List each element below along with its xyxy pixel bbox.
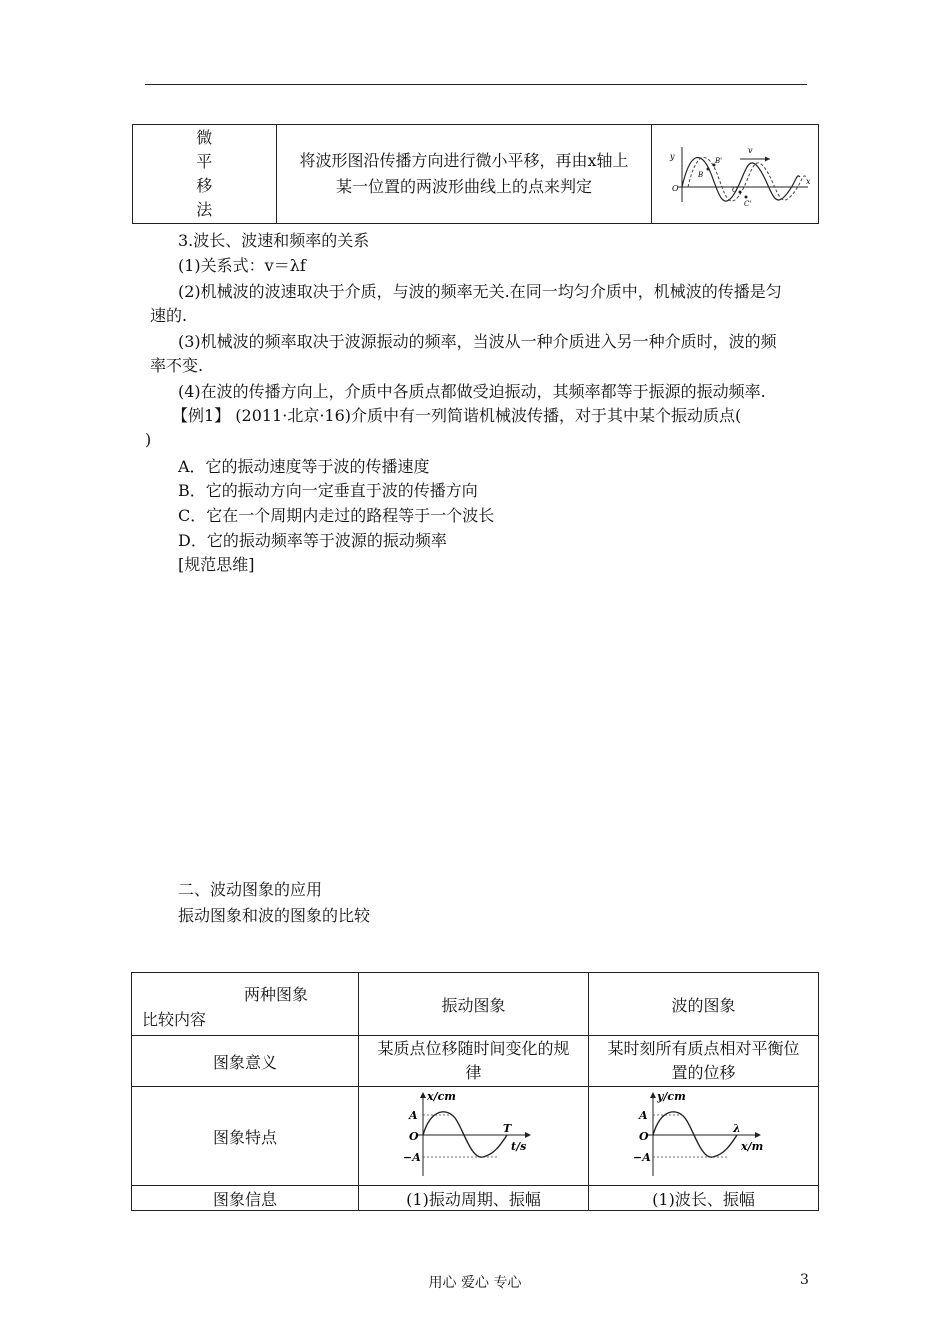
description-line: 将波形图沿传播方向进行微小平移，再由x轴上	[299, 151, 629, 170]
method-char: 移	[196, 176, 213, 195]
graph1-xlabel: t/s	[510, 1140, 526, 1153]
fig-c2-label: C'	[744, 200, 752, 208]
cell-line: 某质点位移随时间变化的规	[377, 1039, 570, 1058]
fig-x-label: x	[806, 177, 811, 186]
wave-graph	[629, 1088, 779, 1180]
graph1-neg-a: −A	[402, 1151, 421, 1164]
section3-item3-cont: 率不变.	[150, 356, 204, 375]
fig-b-label: B	[698, 171, 704, 179]
fig-v-label: v	[748, 146, 753, 155]
section3-item3: (3)机械波的频率取决于波源振动的频率，当波从一种介质进入另一种介质时，波的频	[178, 332, 777, 351]
row-label-meaning: 图象意义	[132, 1036, 359, 1087]
corner-bottom-label: 比较内容	[142, 1010, 207, 1029]
section3-item2: (2)机械波的波速取决于介质，与波的频率无关.在同一均匀介质中，机械波的传播是匀	[178, 282, 782, 301]
col-header-wave: 波的图象	[589, 973, 819, 1036]
example-title: 【例1】 (2011·北京·16)介质中有一列简谐机械波传播，对于其中某个振动质点(	[172, 406, 742, 425]
graph2-wavelength: λ	[732, 1122, 741, 1135]
row-label-info: 图象信息	[132, 1186, 359, 1211]
fig-y-label: y	[670, 152, 675, 161]
section3-heading: 3.波长、波速和频率的关系	[178, 231, 370, 250]
section2-subheading: 振动图象和波的图象的比较	[178, 906, 371, 925]
method-table	[132, 124, 819, 224]
method-description	[276, 125, 652, 224]
vibration-graph-cell	[359, 1087, 589, 1186]
graph1-o: O	[408, 1130, 419, 1143]
cell-line: 置的位移	[671, 1063, 736, 1082]
option-c: C．它在一个周期内走过的路程等于一个波长	[178, 506, 495, 525]
vibration-graph	[399, 1088, 549, 1180]
graph2-ylabel: y/cm	[656, 1090, 686, 1103]
shift-wave-figure	[660, 137, 810, 207]
row-label-features: 图象特点	[132, 1087, 359, 1186]
method-char: 平	[196, 152, 213, 171]
option-b: B．它的振动方向一定垂直于波的传播方向	[178, 481, 478, 500]
fig-o-label: O	[672, 184, 679, 193]
col-header-vibration: 振动图象	[359, 973, 589, 1036]
method-char: 微	[196, 128, 213, 147]
page-number: 3	[800, 1272, 809, 1288]
info-vibration: (1)振动周期、振幅	[359, 1186, 589, 1211]
graph2-xlabel: x/m	[740, 1140, 763, 1153]
thinking-label: [规范思维]	[178, 555, 255, 574]
graph1-ylabel: x/cm	[426, 1090, 456, 1103]
option-a: A．它的振动速度等于波的传播速度	[178, 457, 430, 476]
corner-top-label: 两种图象	[243, 985, 308, 1004]
example-title-cont: )	[145, 430, 152, 449]
graph2-neg-a: −A	[632, 1151, 651, 1164]
section3-item2-cont: 速的.	[150, 306, 188, 325]
header-rule	[145, 84, 807, 85]
section3-item1: (1)关系式：v＝λf	[178, 256, 306, 275]
graph2-a: A	[638, 1109, 648, 1122]
cell-line: 律	[465, 1063, 482, 1082]
section2-heading: 二、波动图象的应用	[178, 880, 323, 899]
wave-graph-cell	[589, 1087, 819, 1186]
fig-b2-label: B'	[715, 157, 723, 165]
option-d: D．它的振动频率等于波源的振动频率	[178, 531, 447, 550]
meaning-vibration	[359, 1036, 589, 1087]
graph1-a: A	[408, 1109, 418, 1122]
method-figure-cell	[652, 125, 819, 224]
section3-item4: (4)在波的传播方向上，介质中各质点都做受迫振动，其频率都等于振源的振动频率.	[178, 382, 766, 401]
description-line: 某一位置的两波形曲线上的点来判定	[335, 177, 592, 196]
info-wave: (1)波长、振幅	[589, 1186, 819, 1211]
corner-cell	[132, 973, 359, 1036]
graph1-period: T	[502, 1122, 511, 1135]
footer-text: 用心 爱心 专心	[428, 1275, 522, 1291]
method-char: 法	[196, 200, 213, 219]
meaning-wave	[589, 1036, 819, 1087]
graph2-o: O	[638, 1130, 649, 1143]
compare-table	[131, 972, 819, 1211]
cell-line: 某时刻所有质点相对平衡位	[607, 1039, 800, 1058]
fig-c-label: C	[732, 186, 738, 194]
method-name-cell	[133, 125, 277, 224]
